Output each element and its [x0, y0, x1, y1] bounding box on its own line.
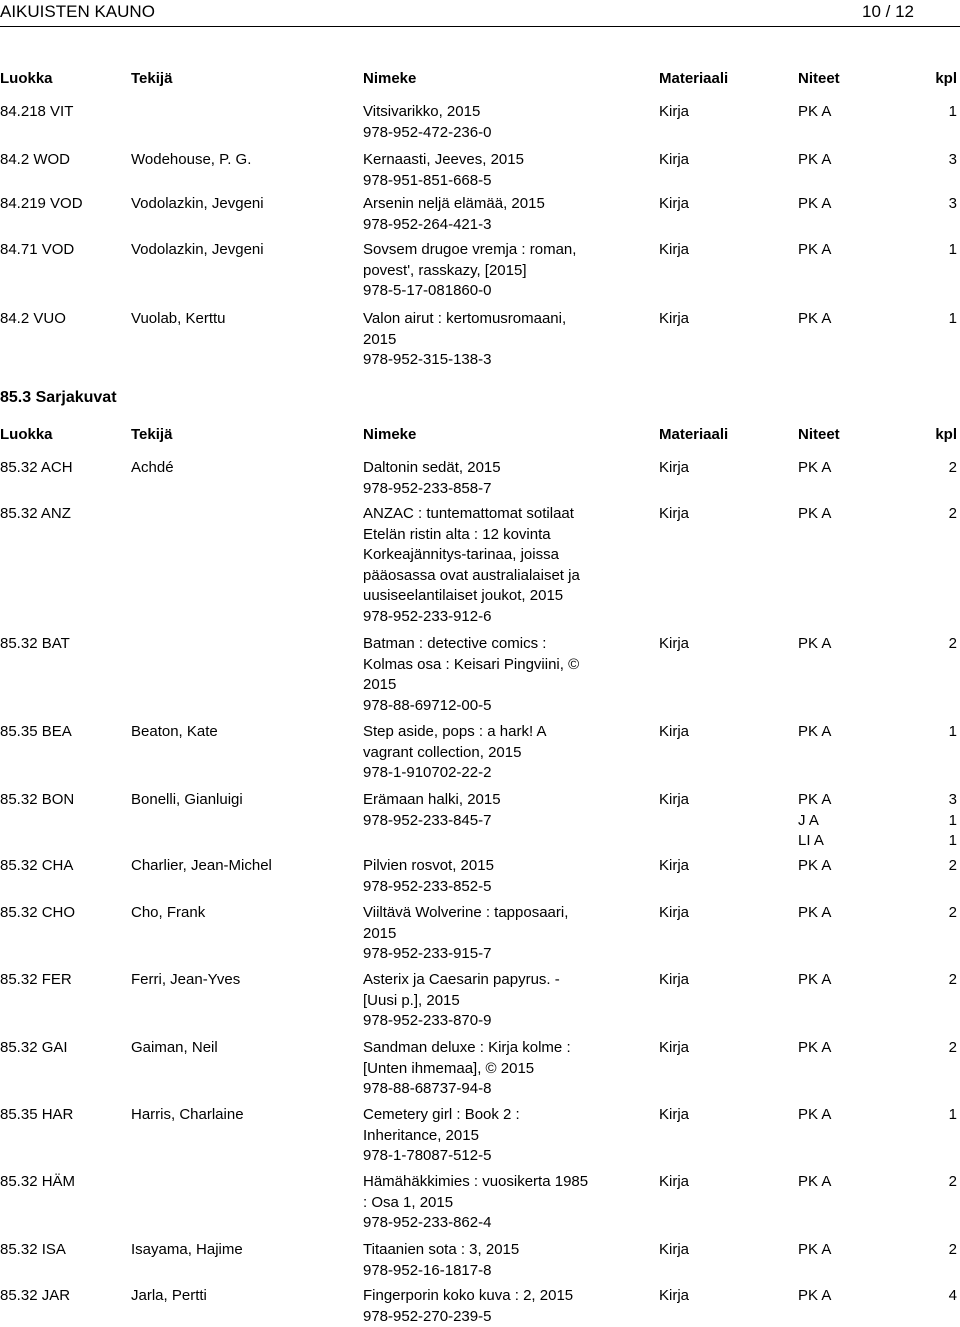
col-tekija: Tekijä [131, 70, 172, 87]
nimeke-line: 978-952-270-239-5 [363, 1307, 613, 1327]
cell-materiaali: Kirja [659, 1286, 689, 1307]
cell-niteet [798, 1240, 831, 1261]
cell-niteet [798, 970, 831, 991]
niteet-line: PK A [798, 790, 831, 811]
cell-niteet [798, 194, 831, 215]
page-number: 10 / 12 [862, 2, 914, 22]
cell-nimeke [363, 903, 613, 965]
nimeke-line: 978-952-315-138-3 [363, 350, 613, 371]
cell-nimeke [363, 634, 613, 716]
cell-tekija: Harris, Charlaine [131, 1105, 244, 1126]
nimeke-line: Korkeajännitys-tarinaa, joissa [363, 545, 613, 566]
cell-kpl [949, 504, 957, 525]
nimeke-line: 978-952-233-870-9 [363, 1011, 613, 1032]
kpl-line: 2 [949, 1038, 957, 1059]
cell-kpl [949, 1240, 957, 1261]
niteet-line: PK A [798, 1172, 831, 1193]
col-niteet: Niteet [798, 426, 840, 443]
nimeke-line: Arsenin neljä elämää, 2015 [363, 194, 613, 215]
cell-tekija: Ferri, Jean-Yves [131, 970, 240, 991]
cell-kpl [949, 1286, 957, 1307]
col-materiaali: Materiaali [659, 426, 728, 443]
nimeke-line: 2015 [363, 675, 613, 696]
cell-materiaali: Kirja [659, 634, 689, 655]
nimeke-line: 978-1-910702-22-2 [363, 763, 613, 784]
cell-nimeke [363, 1038, 613, 1100]
nimeke-line: 978-1-78087-512-5 [363, 1146, 613, 1167]
nimeke-line: pääosassa ovat australialaiset ja [363, 566, 613, 587]
niteet-line: PK A [798, 150, 831, 171]
cell-tekija: Vodolazkin, Jevgeni [131, 240, 264, 261]
col-nimeke: Nimeke [363, 70, 416, 87]
nimeke-line: Valon airut : kertomusromaani, [363, 309, 613, 330]
col-luokka: Luokka [0, 70, 53, 87]
cell-tekija: Vuolab, Kerttu [131, 309, 226, 330]
cell-niteet [798, 1038, 831, 1059]
cell-luokka: 85.32 CHA [0, 856, 73, 877]
nimeke-line: [Uusi p.], 2015 [363, 991, 613, 1012]
cell-materiaali: Kirja [659, 970, 689, 991]
cell-luokka: 85.32 ISA [0, 1240, 66, 1261]
cell-luokka: 84.2 WOD [0, 150, 70, 171]
cell-luokka: 84.2 VUO [0, 309, 66, 330]
niteet-line: LI A [798, 831, 831, 852]
cell-niteet [798, 1105, 831, 1126]
nimeke-line: 2015 [363, 924, 613, 945]
col-tekija: Tekijä [131, 426, 172, 443]
niteet-line: PK A [798, 102, 831, 123]
cell-niteet [798, 458, 831, 479]
col-kpl: kpl [935, 70, 957, 87]
cell-luokka: 85.35 HAR [0, 1105, 73, 1126]
kpl-line: 2 [949, 1172, 957, 1193]
nimeke-line: Sandman deluxe : Kirja kolme : [363, 1038, 613, 1059]
cell-nimeke [363, 790, 613, 831]
kpl-line: 2 [949, 903, 957, 924]
kpl-line: 3 [949, 790, 957, 811]
cell-tekija: Vodolazkin, Jevgeni [131, 194, 264, 215]
niteet-line: J A [798, 811, 831, 832]
kpl-line: 1 [949, 309, 957, 330]
cell-niteet [798, 1286, 831, 1307]
cell-tekija: Bonelli, Gianluigi [131, 790, 243, 811]
cell-niteet [798, 634, 831, 655]
cell-materiaali: Kirja [659, 856, 689, 877]
nimeke-line: 978-952-233-852-5 [363, 877, 613, 898]
niteet-line: PK A [798, 1286, 831, 1307]
cell-kpl [949, 194, 957, 215]
cell-materiaali: Kirja [659, 1105, 689, 1126]
cell-materiaali: Kirja [659, 504, 689, 525]
nimeke-line: povest', rasskazy, [2015] [363, 261, 613, 282]
cell-kpl [949, 634, 957, 655]
cell-nimeke [363, 194, 613, 235]
kpl-line: 2 [949, 634, 957, 655]
page-header [0, 2, 960, 22]
nimeke-line: 978-951-851-668-5 [363, 171, 613, 192]
nimeke-line: Vitsivarikko, 2015 [363, 102, 613, 123]
cell-kpl [949, 970, 957, 991]
cell-niteet [798, 790, 831, 852]
column-header-1 [0, 70, 960, 88]
cell-kpl [949, 1172, 957, 1193]
cell-niteet [798, 722, 831, 743]
nimeke-line: 978-952-233-862-4 [363, 1213, 613, 1234]
cell-nimeke [363, 504, 613, 627]
kpl-line: 1 [949, 240, 957, 261]
col-luokka: Luokka [0, 426, 53, 443]
nimeke-line: 978-952-264-421-3 [363, 215, 613, 236]
kpl-line: 3 [949, 194, 957, 215]
cell-nimeke [363, 1172, 613, 1234]
nimeke-line: uusiseelantilaiset joukot, 2015 [363, 586, 613, 607]
cell-kpl [949, 1038, 957, 1059]
cell-niteet [798, 903, 831, 924]
cell-niteet [798, 504, 831, 525]
nimeke-line: Daltonin sedät, 2015 [363, 458, 613, 479]
nimeke-line: Batman : detective comics : [363, 634, 613, 655]
niteet-line: PK A [798, 1240, 831, 1261]
cell-luokka: 85.32 FER [0, 970, 72, 991]
cell-kpl [949, 722, 957, 743]
nimeke-line: 978-88-68737-94-8 [363, 1079, 613, 1100]
cell-materiaali: Kirja [659, 102, 689, 123]
niteet-line: PK A [798, 194, 831, 215]
col-materiaali: Materiaali [659, 70, 728, 87]
cell-materiaali: Kirja [659, 1240, 689, 1261]
cell-niteet [798, 240, 831, 261]
nimeke-line: 978-952-233-912-6 [363, 607, 613, 628]
cell-niteet [798, 856, 831, 877]
cell-tekija: Isayama, Hajime [131, 1240, 243, 1261]
niteet-line: PK A [798, 458, 831, 479]
cell-luokka: 85.32 ACH [0, 458, 73, 479]
nimeke-line: 978-952-16-1817-8 [363, 1261, 613, 1282]
nimeke-line: Fingerporin koko kuva : 2, 2015 [363, 1286, 613, 1307]
kpl-line: 3 [949, 150, 957, 171]
nimeke-line: 978-952-233-858-7 [363, 479, 613, 500]
kpl-line: 1 [949, 102, 957, 123]
cell-nimeke [363, 458, 613, 499]
cell-materiaali: Kirja [659, 458, 689, 479]
nimeke-line: vagrant collection, 2015 [363, 743, 613, 764]
cell-tekija: Gaiman, Neil [131, 1038, 218, 1059]
cell-kpl [949, 790, 957, 852]
nimeke-line: Viiltävä Wolverine : tapposaari, [363, 903, 613, 924]
col-kpl: kpl [935, 426, 957, 443]
nimeke-line: Kolmas osa : Keisari Pingviini, © [363, 655, 613, 676]
kpl-line: 4 [949, 1286, 957, 1307]
cell-materiaali: Kirja [659, 240, 689, 261]
col-nimeke: Nimeke [363, 426, 416, 443]
kpl-line: 2 [949, 458, 957, 479]
kpl-line: 2 [949, 504, 957, 525]
nimeke-line: Cemetery girl : Book 2 : [363, 1105, 613, 1126]
nimeke-line: 978-5-17-081860-0 [363, 281, 613, 302]
kpl-line: 2 [949, 856, 957, 877]
header-divider [0, 26, 960, 27]
nimeke-line: 978-88-69712-00-5 [363, 696, 613, 717]
niteet-line: PK A [798, 1038, 831, 1059]
cell-luokka: 85.32 GAI [0, 1038, 68, 1059]
kpl-line: 2 [949, 970, 957, 991]
niteet-line: PK A [798, 1105, 831, 1126]
cell-luokka: 85.32 JAR [0, 1286, 70, 1307]
cell-nimeke [363, 240, 613, 302]
kpl-line: 1 [949, 831, 957, 852]
nimeke-line: Hämähäkkimies : vuosikerta 1985 [363, 1172, 613, 1193]
nimeke-line: Sovsem drugoe vremja : roman, [363, 240, 613, 261]
cell-luokka: 84.71 VOD [0, 240, 74, 261]
cell-luokka: 85.35 BEA [0, 722, 72, 743]
cell-kpl [949, 240, 957, 261]
cell-kpl [949, 903, 957, 924]
cell-niteet [798, 309, 831, 330]
cell-nimeke [363, 1240, 613, 1281]
cell-materiaali: Kirja [659, 903, 689, 924]
cell-materiaali: Kirja [659, 309, 689, 330]
cell-luokka: 84.218 VIT [0, 102, 73, 123]
cell-niteet [798, 1172, 831, 1193]
cell-kpl [949, 1105, 957, 1126]
nimeke-line: : Osa 1, 2015 [363, 1193, 613, 1214]
nimeke-line: Inheritance, 2015 [363, 1126, 613, 1147]
cell-niteet [798, 102, 831, 123]
cell-nimeke [363, 970, 613, 1032]
col-niteet: Niteet [798, 70, 840, 87]
nimeke-line: 2015 [363, 330, 613, 351]
cell-tekija: Charlier, Jean-Michel [131, 856, 272, 877]
cell-kpl [949, 309, 957, 330]
niteet-line: PK A [798, 634, 831, 655]
cell-luokka: 84.219 VOD [0, 194, 83, 215]
nimeke-line: Erämaan halki, 2015 [363, 790, 613, 811]
cell-luokka: 85.32 ANZ [0, 504, 71, 525]
cell-tekija: Jarla, Pertti [131, 1286, 207, 1307]
report-title: AIKUISTEN KAUNO [0, 2, 155, 22]
kpl-line: 2 [949, 1240, 957, 1261]
cell-materiaali: Kirja [659, 1172, 689, 1193]
niteet-line: PK A [798, 903, 831, 924]
column-header-2 [0, 426, 960, 444]
cell-luokka: 85.32 BON [0, 790, 74, 811]
cell-nimeke [363, 856, 613, 897]
nimeke-line: Step aside, pops : a hark! A [363, 722, 613, 743]
cell-luokka: 85.32 HÄM [0, 1172, 75, 1193]
kpl-line: 1 [949, 1105, 957, 1126]
niteet-line: PK A [798, 309, 831, 330]
niteet-line: PK A [798, 722, 831, 743]
nimeke-line: Kernaasti, Jeeves, 2015 [363, 150, 613, 171]
kpl-line: 1 [949, 722, 957, 743]
nimeke-line: Titaanien sota : 3, 2015 [363, 1240, 613, 1261]
cell-materiaali: Kirja [659, 790, 689, 811]
cell-kpl [949, 458, 957, 479]
nimeke-line: [Unten ihmemaa], © 2015 [363, 1059, 613, 1080]
nimeke-line: 978-952-233-915-7 [363, 944, 613, 965]
cell-luokka: 85.32 BAT [0, 634, 70, 655]
cell-nimeke [363, 309, 613, 371]
nimeke-line: Asterix ja Caesarin papyrus. - [363, 970, 613, 991]
cell-nimeke [363, 1286, 613, 1327]
cell-materiaali: Kirja [659, 194, 689, 215]
cell-tekija: Achdé [131, 458, 174, 479]
cell-materiaali: Kirja [659, 1038, 689, 1059]
kpl-line: 1 [949, 811, 957, 832]
section-heading-sarjakuvat: 85.3 Sarjakuvat [0, 389, 117, 407]
nimeke-line: 978-952-472-236-0 [363, 123, 613, 144]
cell-kpl [949, 150, 957, 171]
cell-nimeke [363, 150, 613, 191]
niteet-line: PK A [798, 504, 831, 525]
cell-tekija: Wodehouse, P. G. [131, 150, 251, 171]
cell-tekija: Beaton, Kate [131, 722, 218, 743]
cell-materiaali: Kirja [659, 722, 689, 743]
niteet-line: PK A [798, 240, 831, 261]
nimeke-line: Etelän ristin alta : 12 kovinta [363, 525, 613, 546]
nimeke-line: 978-952-233-845-7 [363, 811, 613, 832]
cell-luokka: 85.32 CHO [0, 903, 75, 924]
cell-kpl [949, 856, 957, 877]
cell-niteet [798, 150, 831, 171]
nimeke-line: Pilvien rosvot, 2015 [363, 856, 613, 877]
cell-kpl [949, 102, 957, 123]
cell-nimeke [363, 1105, 613, 1167]
cell-tekija: Cho, Frank [131, 903, 205, 924]
niteet-line: PK A [798, 970, 831, 991]
cell-nimeke [363, 722, 613, 784]
cell-materiaali: Kirja [659, 150, 689, 171]
niteet-line: PK A [798, 856, 831, 877]
cell-nimeke [363, 102, 613, 143]
nimeke-line: ANZAC : tuntemattomat sotilaat [363, 504, 613, 525]
